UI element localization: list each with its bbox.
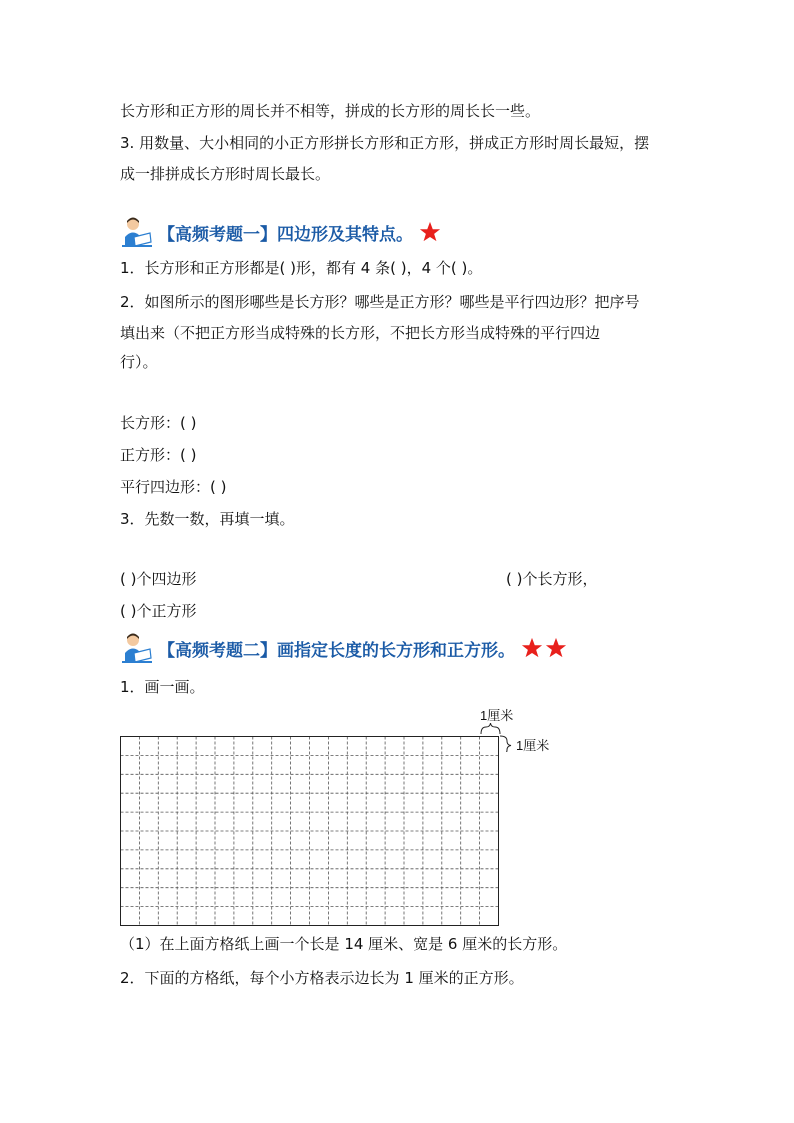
s1-question-2-line-2: 填出来（不把正方形当成特殊的长方形，不把长方形当成特殊的平行四边 xyxy=(120,324,601,342)
section2-stars xyxy=(521,637,567,659)
s2-question-1-sub: （1）在上面方格纸上画一个长是 14 厘米、宽是 6 厘米的长方形。 xyxy=(120,935,568,953)
square-answer: 正方形：( ) xyxy=(120,446,197,464)
section1-stars xyxy=(419,221,441,243)
rectangle-count: ( )个长方形， xyxy=(506,570,598,588)
section2-header xyxy=(120,631,567,665)
intro-line-1: 长方形和正方形的周长并不相等，拼成的长方形的周长长一些。 xyxy=(120,102,541,120)
intro-line-2: 3. 用数量、大小相同的小正方形拼长方形和正方形，拼成正方形时周长最短，摆 xyxy=(120,134,650,152)
s2-question-1: 1．画一画。 xyxy=(120,678,205,696)
section1-title: 【高频考题一】四边形及其特点。 xyxy=(158,224,413,245)
s1-question-1: 1．长方形和正方形都是( )形，都有 4 条( )，4 个( )。 xyxy=(120,259,483,277)
s1-question-2-line-3: 行）。 xyxy=(120,353,158,371)
intro-line-3: 成一排拼成长方形时周长最长。 xyxy=(120,165,331,183)
top-brace-icon xyxy=(481,723,500,734)
quadrilateral-count: ( )个四边形 xyxy=(120,570,197,588)
star-icon xyxy=(521,637,543,659)
parallelogram-answer: 平行四边形：( ) xyxy=(120,478,227,496)
square-count: ( )个正方形 xyxy=(120,602,197,620)
section2-title: 【高频考题二】画指定长度的长方形和正方形。 xyxy=(158,640,515,661)
section1-header xyxy=(120,215,441,249)
s2-question-2: 2．下面的方格纸，每个小方格表示边长为 1 厘米的正方形。 xyxy=(120,969,524,987)
unit-top-label: 1厘米 xyxy=(480,708,514,723)
rectangle-answer: 长方形：( ) xyxy=(120,414,197,432)
star-icon xyxy=(419,221,441,243)
student-reading-icon xyxy=(120,631,154,665)
s1-question-3: 3．先数一数，再填一填。 xyxy=(120,510,295,528)
s1-question-2-line-1: 2．如图所示的图形哪些是长方形？哪些是正方形？哪些是平行四边形？把序号 xyxy=(120,293,640,311)
star-icon xyxy=(545,637,567,659)
grid-paper[interactable] xyxy=(120,736,500,926)
unit-right-label: 1厘米 xyxy=(516,738,550,752)
student-reading-icon xyxy=(120,215,154,249)
right-brace-icon xyxy=(500,736,511,752)
